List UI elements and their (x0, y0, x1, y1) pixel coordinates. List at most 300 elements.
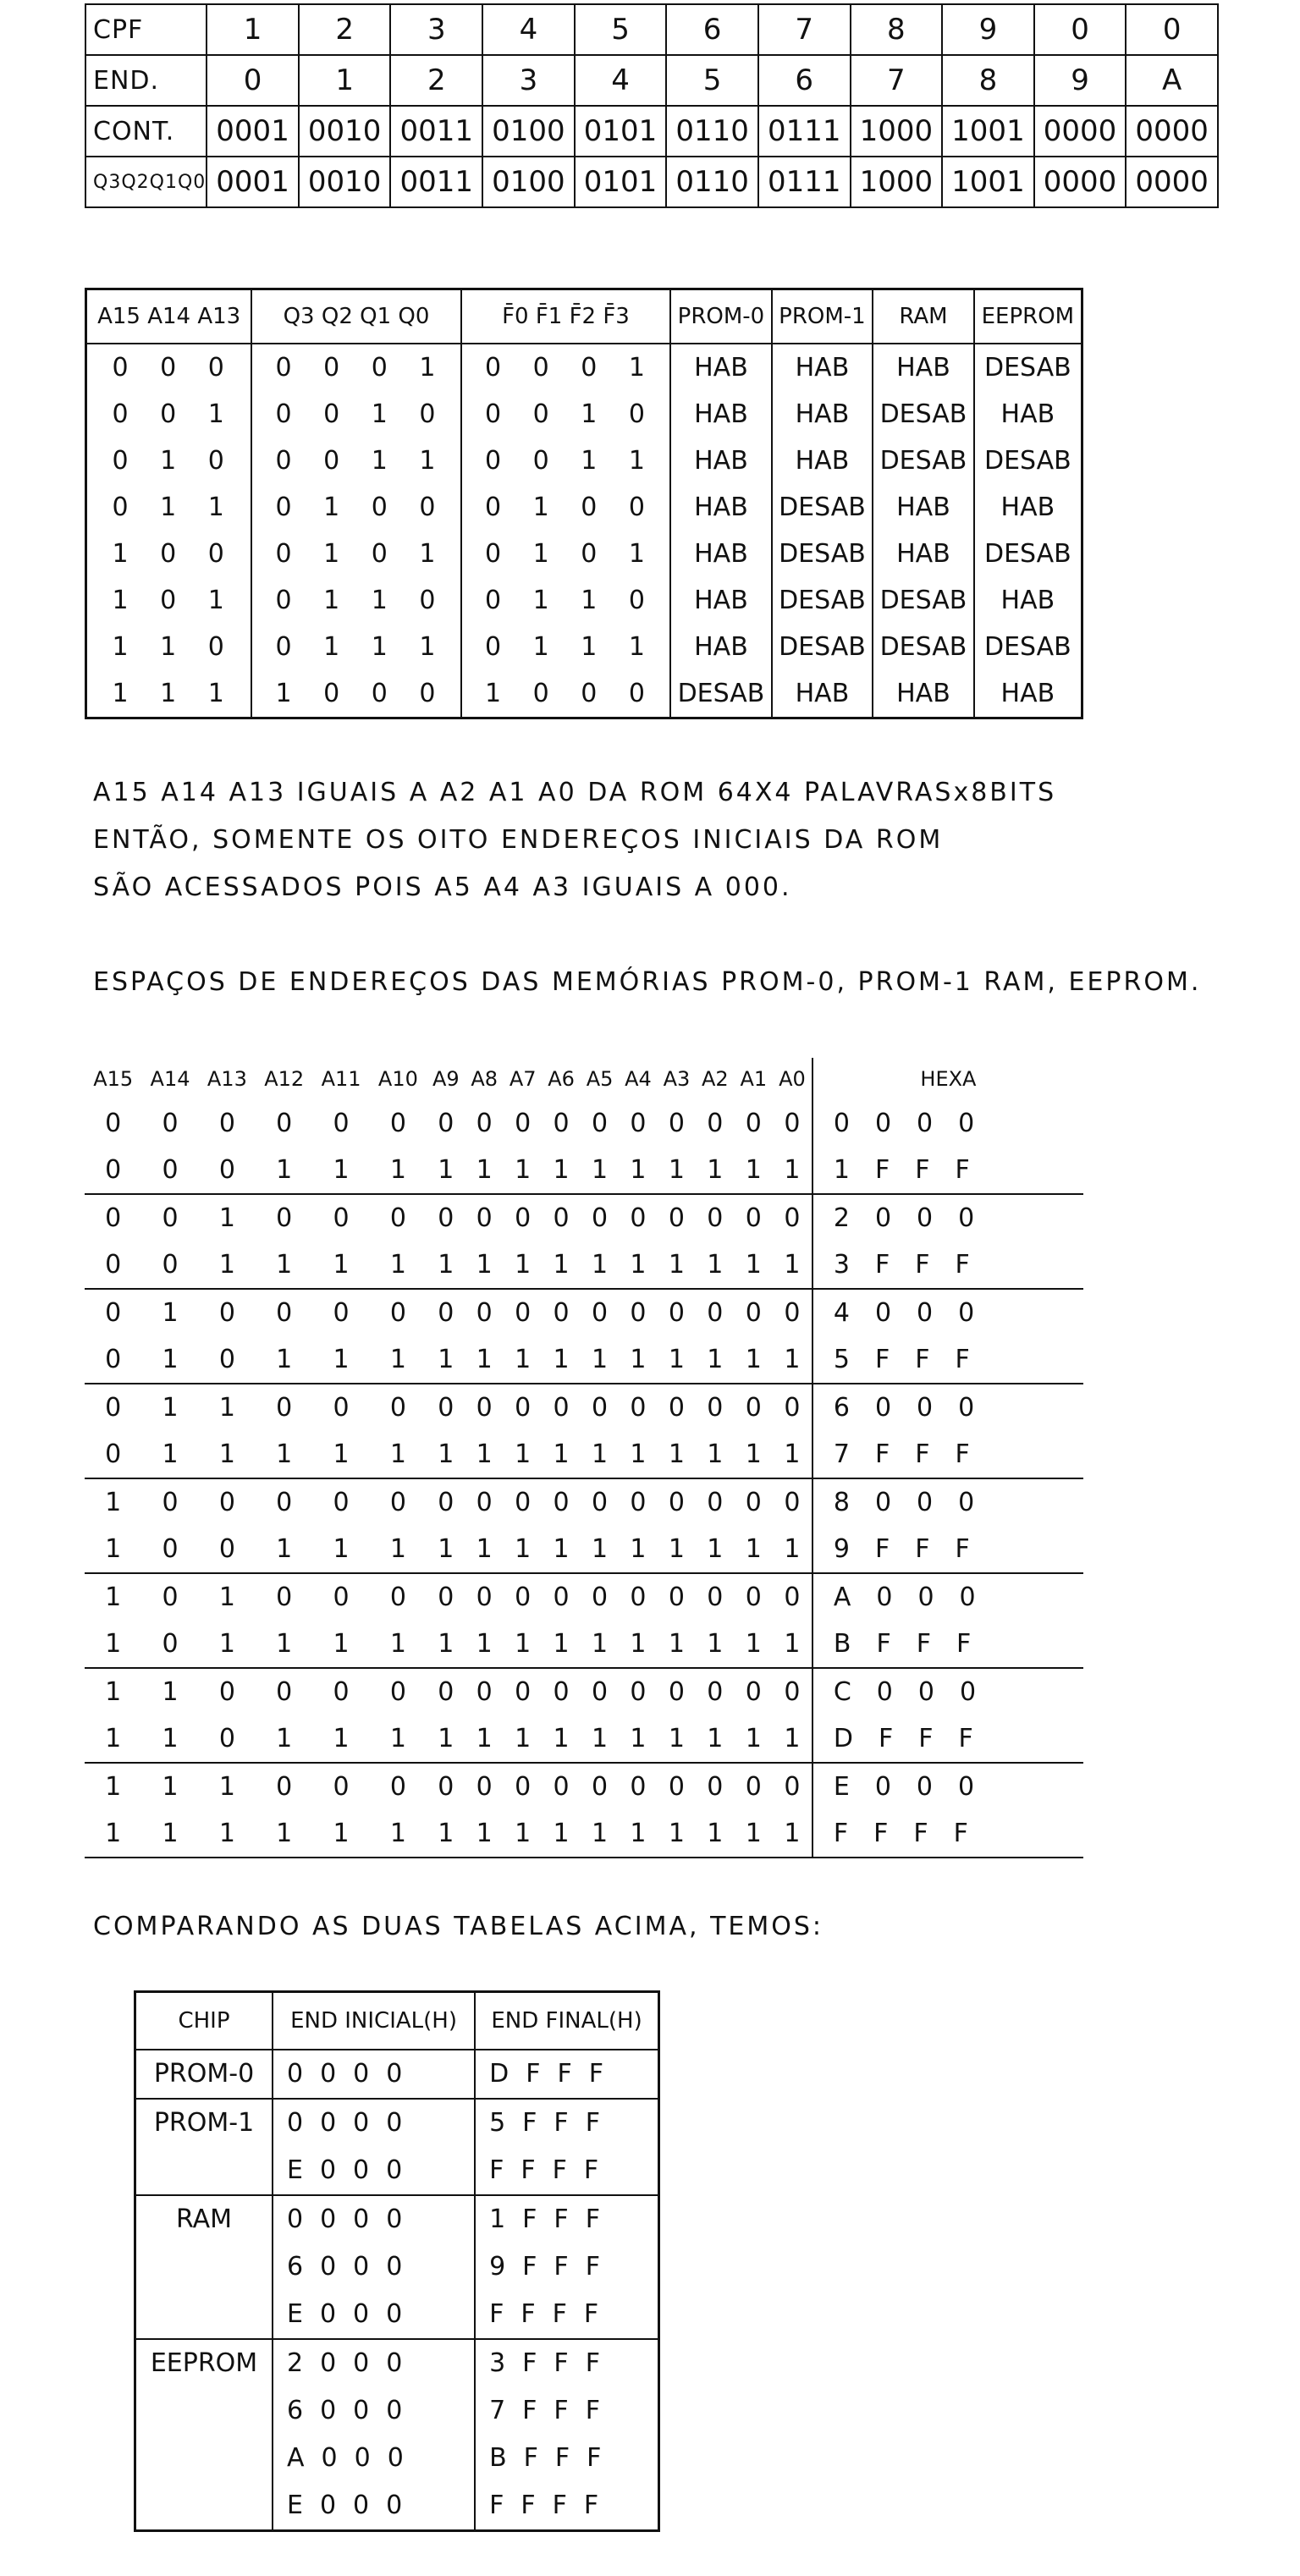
bit-cell: 1 (735, 1241, 773, 1289)
bit-cell: 1 (256, 1147, 312, 1194)
table-row (85, 1289, 1083, 1336)
bit-cell: 1 (542, 1431, 580, 1478)
bit-cell: 1 (427, 1431, 465, 1478)
bit-cell: 0 (591, 1203, 609, 1233)
explanation-line-2: ENTÃO, SOMENTE OS OITO ENDEREÇOS INICIAIS DA ROM (93, 825, 944, 855)
address-value: A000 (287, 2443, 421, 2473)
bit-cell: 1 (658, 1715, 696, 1763)
cell: HAB (670, 624, 772, 670)
bit-cell: 0 (553, 1109, 570, 1138)
bit-cell: 1 (619, 1715, 657, 1763)
bit-cell: 0 (591, 1298, 609, 1328)
bit-cell: 1 (504, 1241, 542, 1289)
bit-cell: 0 (199, 1147, 256, 1194)
cell: 1 (207, 4, 299, 55)
hex-cell: 9FFF (812, 1526, 1083, 1573)
column-header: A1 (740, 1067, 768, 1091)
table-row (85, 1241, 1083, 1289)
address-value: 6000 (287, 2252, 420, 2282)
cell: HAB (974, 391, 1082, 438)
bit-cell: 0 (105, 1393, 122, 1423)
comparison-heading: COMPARANDO AS DUAS TABELAS ACIMA, TEMOS: (93, 1912, 824, 1941)
address-value: 7FFF (489, 2396, 617, 2425)
address-value: 0000 (287, 2108, 420, 2138)
bit-cell: 0 (707, 1677, 724, 1707)
table-row (86, 577, 1082, 624)
cell: A (1126, 55, 1218, 106)
cell: HAB (974, 484, 1082, 531)
bit-cell: 1 (773, 1431, 812, 1478)
cell: 0111 (758, 106, 851, 157)
bit-cell: 1 (504, 1431, 542, 1478)
cell: 0 0 1 0 (461, 391, 670, 438)
bit-cell: 0 (591, 1772, 609, 1802)
bit-cell: 0 (668, 1582, 685, 1612)
cell: 0001 (207, 157, 299, 207)
bit-cell: 0 (745, 1772, 762, 1802)
bit-cell: 1 (696, 1810, 734, 1858)
cell: 0 1 1 (86, 484, 252, 531)
chip-name: PROM-0 (135, 2050, 273, 2099)
bit-cell: 0 (162, 1488, 179, 1517)
bit-cell: 1 (658, 1147, 696, 1194)
column-header: A11 (321, 1067, 361, 1091)
bit-cell: 0 (476, 1298, 493, 1328)
bit-cell: 1 (658, 1241, 696, 1289)
bit-cell: 1 (619, 1526, 657, 1573)
bit-cell: 1 (735, 1431, 773, 1478)
bit-cell: 0 (389, 1393, 406, 1423)
bit-cell: 0 (85, 1431, 141, 1478)
cell: 0 0 0 1 (461, 344, 670, 391)
bit-cell: 0 (85, 1336, 141, 1384)
table-row (85, 106, 1218, 157)
bit-cell: 0 (141, 1147, 198, 1194)
column-header: A9 (432, 1067, 460, 1091)
chip-name: PROM-1 (135, 2099, 273, 2195)
cell: 1001 (942, 157, 1034, 207)
table-row (85, 1810, 1083, 1858)
bit-cell: 0 (333, 1772, 350, 1802)
end-address-cell (475, 2050, 658, 2099)
address-value: 9FFF (489, 2252, 617, 2282)
cell: 0000 (1126, 106, 1218, 157)
column-header: END INICIAL(H) (273, 1992, 475, 2050)
cell: DESAB (772, 531, 873, 577)
address-value: 6000 (287, 2396, 420, 2425)
bit-cell: 1 (542, 1526, 580, 1573)
hex-cell: A000 (812, 1573, 1083, 1621)
bit-cell: 1 (312, 1241, 369, 1289)
column-header: A4 (625, 1067, 652, 1091)
bit-cell: 0 (105, 1203, 122, 1233)
bit-cell: 1 (370, 1715, 427, 1763)
bit-cell: 0 (553, 1582, 570, 1612)
bit-cell: 1 (619, 1810, 657, 1858)
table-row (85, 1100, 1083, 1147)
cell: DESAB (772, 577, 873, 624)
cell: HAB (873, 344, 974, 391)
bit-cell: 1 (105, 1677, 122, 1707)
bit-cell: 1 (504, 1810, 542, 1858)
column-header: A3 (663, 1067, 691, 1091)
bit-cell: 0 (668, 1677, 685, 1707)
bit-cell: 0 (333, 1582, 350, 1612)
bit-cell: 1 (199, 1621, 256, 1668)
hex-cell: 5FFF (812, 1336, 1083, 1384)
bit-cell: 0 (389, 1488, 406, 1517)
bit-cell: 0 (784, 1677, 801, 1707)
bit-cell: 0 (333, 1109, 350, 1138)
bit-cell: 1 (504, 1336, 542, 1384)
bit-cell: 1 (105, 1582, 122, 1612)
bit-cell: 0 (476, 1772, 493, 1802)
bit-cell: 1 (504, 1147, 542, 1194)
bit-cell: 0 (85, 1241, 141, 1289)
bit-cell: 1 (465, 1810, 504, 1858)
bit-cell: 1 (218, 1393, 235, 1423)
address-value: 2000 (287, 2348, 420, 2378)
table-row (85, 1763, 1083, 1810)
cell: 1 1 0 (86, 624, 252, 670)
bit-cell: 1 (696, 1241, 734, 1289)
bit-cell: 1 (581, 1715, 619, 1763)
bit-cell: 1 (199, 1241, 256, 1289)
cell: 4 (482, 4, 575, 55)
column-header: A15 A14 A13 (86, 289, 252, 344)
table-row (85, 1715, 1083, 1763)
bit-cell: 1 (465, 1526, 504, 1573)
hex-cell: 0000 (812, 1100, 1083, 1147)
cell: HAB (670, 344, 772, 391)
bit-cell: 1 (465, 1715, 504, 1763)
bit-cell: 1 (696, 1526, 734, 1573)
bit-cell: 0 (389, 1298, 406, 1328)
bit-cell: 0 (515, 1298, 532, 1328)
table-header-row (86, 289, 1082, 344)
hex-cell: 8000 (812, 1478, 1083, 1526)
table-row (86, 624, 1082, 670)
address-value: E000 (287, 2155, 420, 2185)
bit-cell: 1 (581, 1621, 619, 1668)
cell: 0100 (482, 106, 575, 157)
cell: DESAB (974, 344, 1082, 391)
bit-cell: 1 (370, 1621, 427, 1668)
bit-cell: 1 (312, 1336, 369, 1384)
bit-cell: 1 (370, 1336, 427, 1384)
cell: 0 1 0 0 (251, 484, 460, 531)
bit-cell: 1 (465, 1621, 504, 1668)
column-header: A0 (779, 1067, 806, 1091)
cell: 0 (207, 55, 299, 106)
cell: HAB (873, 531, 974, 577)
bit-cell: 1 (581, 1336, 619, 1384)
cell: 5 (575, 4, 667, 55)
bit-cell: 0 (784, 1582, 801, 1612)
bit-cell: 0 (276, 1677, 293, 1707)
bit-cell: 1 (735, 1810, 773, 1858)
bit-cell: 0 (333, 1203, 350, 1233)
bit-cell: 0 (784, 1109, 801, 1138)
bit-cell: 0 (141, 1621, 198, 1668)
bit-cell: 0 (218, 1488, 235, 1517)
bit-cell: 1 (619, 1241, 657, 1289)
bit-cell: 0 (630, 1582, 647, 1612)
bit-cell: 1 (85, 1715, 141, 1763)
cell: 0110 (666, 157, 758, 207)
cell: 5 (666, 55, 758, 106)
start-address-cell (273, 2099, 475, 2195)
bit-cell: 0 (389, 1109, 406, 1138)
bit-cell: 1 (735, 1526, 773, 1573)
bit-cell: 1 (581, 1431, 619, 1478)
bit-cell: 1 (542, 1241, 580, 1289)
bit-cell: 0 (553, 1772, 570, 1802)
bit-cell: 0 (784, 1393, 801, 1423)
bit-cell: 0 (668, 1393, 685, 1423)
bit-cell: 0 (276, 1488, 293, 1517)
bit-cell: 1 (619, 1431, 657, 1478)
bit-cell: 1 (658, 1431, 696, 1478)
bit-cell: 1 (256, 1431, 312, 1478)
bit-cell: 1 (370, 1526, 427, 1573)
column-header: PROM-0 (670, 289, 772, 344)
bit-cell: 1 (141, 1810, 198, 1858)
bit-cell: 1 (105, 1772, 122, 1802)
hex-cell: FFFF (812, 1810, 1083, 1858)
cell: 1 1 1 (86, 670, 252, 718)
bit-cell: 0 (389, 1582, 406, 1612)
cell: 0 1 0 1 (251, 531, 460, 577)
cell: 0 1 1 1 (251, 624, 460, 670)
start-address-cell (273, 2339, 475, 2531)
address-value: 5FFF (489, 2108, 617, 2138)
hex-cell: BFFF (812, 1621, 1083, 1668)
bit-cell: 0 (784, 1203, 801, 1233)
bit-cell: 0 (630, 1677, 647, 1707)
bit-cell: 1 (312, 1810, 369, 1858)
bit-cell: 1 (427, 1241, 465, 1289)
cell: 7 (851, 55, 943, 106)
section-heading-address-spaces: ESPAÇOS DE ENDEREÇOS DAS MEMÓRIAS PROM-0, PROM-1 RAM, EEPROM. (93, 967, 1202, 997)
cell: 6 (666, 4, 758, 55)
cell: 0 0 0 1 (251, 344, 460, 391)
bit-cell: 1 (773, 1810, 812, 1858)
bit-cell: 0 (630, 1488, 647, 1517)
bit-cell: 1 (256, 1810, 312, 1858)
explanation-line-3: SÃO ACESSADOS POIS A5 A4 A3 IGUAIS A 000. (93, 872, 792, 902)
bit-cell: 0 (515, 1488, 532, 1517)
cell: 0 1 0 1 (461, 531, 670, 577)
start-address-cell (273, 2050, 475, 2099)
row-header: CONT. (85, 106, 207, 157)
bit-cell: 0 (276, 1298, 293, 1328)
bit-cell: 0 (553, 1298, 570, 1328)
bit-cell: 0 (668, 1203, 685, 1233)
cell: 0000 (1126, 157, 1218, 207)
bit-cell: 0 (668, 1772, 685, 1802)
address-value: FFFF (489, 2299, 616, 2329)
cell: 1000 (851, 106, 943, 157)
address-value: DFFF (489, 2059, 620, 2089)
address-value: FFFF (489, 2155, 616, 2185)
bit-cell: 1 (427, 1810, 465, 1858)
bit-cell: 1 (85, 1526, 141, 1573)
bit-cell: 0 (707, 1298, 724, 1328)
cell: 1 0 0 0 (251, 670, 460, 718)
table-row (86, 344, 1082, 391)
bit-cell: 0 (515, 1203, 532, 1233)
cell: 3 (390, 4, 482, 55)
bit-cell: 1 (619, 1336, 657, 1384)
bit-cell: 0 (553, 1393, 570, 1423)
address-value: 0000 (287, 2059, 420, 2089)
cell: DESAB (772, 624, 873, 670)
cell: DESAB (873, 391, 974, 438)
bit-cell: 0 (438, 1203, 454, 1233)
bit-cell: 0 (707, 1488, 724, 1517)
cell: 0 0 0 (86, 344, 252, 391)
bit-cell: 0 (333, 1393, 350, 1423)
bit-cell: 1 (735, 1621, 773, 1668)
bit-cell: 0 (745, 1488, 762, 1517)
table-row (86, 531, 1082, 577)
bit-cell: 1 (773, 1147, 812, 1194)
bit-cell: 0 (476, 1582, 493, 1612)
start-address-cell (273, 2195, 475, 2339)
bit-cell: 0 (515, 1677, 532, 1707)
bit-cell: 0 (162, 1582, 179, 1612)
table-header-row (135, 1992, 659, 2050)
bit-cell: 1 (696, 1431, 734, 1478)
hex-cell: 6000 (812, 1384, 1083, 1431)
bit-cell: 0 (389, 1772, 406, 1802)
bit-cell: 0 (784, 1298, 801, 1328)
bit-cell: 0 (707, 1109, 724, 1138)
bit-cell: 0 (438, 1772, 454, 1802)
column-header: RAM (873, 289, 974, 344)
cell: DESAB (670, 670, 772, 718)
bit-cell: 0 (438, 1393, 454, 1423)
bit-cell: 1 (312, 1431, 369, 1478)
table-row (86, 484, 1082, 531)
bit-cell: 0 (630, 1109, 647, 1138)
bit-cell: 0 (389, 1203, 406, 1233)
bit-cell: 1 (504, 1621, 542, 1668)
hex-cell: 7FFF (812, 1431, 1083, 1478)
cell: HAB (670, 438, 772, 484)
bit-cell: 0 (276, 1393, 293, 1423)
hex-cell: DFFF (812, 1715, 1083, 1763)
table-row (135, 2339, 659, 2531)
bit-cell: 0 (199, 1526, 256, 1573)
cell: DESAB (873, 577, 974, 624)
bit-cell: 0 (591, 1488, 609, 1517)
column-header: A2 (702, 1067, 729, 1091)
cell: DESAB (974, 624, 1082, 670)
bit-cell: 1 (370, 1810, 427, 1858)
bit-cell: 0 (707, 1772, 724, 1802)
bit-cell: 0 (630, 1203, 647, 1233)
bit-cell: 1 (312, 1526, 369, 1573)
bit-cell: 0 (438, 1677, 454, 1707)
cell: 0 0 1 1 (251, 438, 460, 484)
bit-cell: 1 (427, 1715, 465, 1763)
hex-cell: 2000 (812, 1194, 1083, 1241)
bit-cell: 0 (476, 1109, 493, 1138)
table-row (135, 2050, 659, 2099)
enable-table (85, 288, 1083, 719)
table-row (86, 438, 1082, 484)
bit-cell: 0 (707, 1393, 724, 1423)
bit-cell: 0 (438, 1298, 454, 1328)
cell: 0010 (299, 157, 391, 207)
hex-column-header: HEXA (812, 1058, 1083, 1100)
counter-table (85, 3, 1219, 208)
cell: 3 (482, 55, 575, 106)
bit-cell: 1 (465, 1147, 504, 1194)
cell: HAB (772, 670, 873, 718)
table-row (85, 4, 1218, 55)
cell: HAB (873, 670, 974, 718)
bit-cell: 0 (105, 1298, 122, 1328)
bit-cell: 1 (199, 1810, 256, 1858)
column-header: A13 (207, 1067, 247, 1091)
cell: 1001 (942, 106, 1034, 157)
cell: HAB (772, 391, 873, 438)
bit-cell: 1 (218, 1582, 235, 1612)
cell: HAB (873, 484, 974, 531)
bit-cell: 1 (581, 1241, 619, 1289)
table-row (86, 391, 1082, 438)
bit-cell: 0 (515, 1582, 532, 1612)
cell: 0000 (1034, 106, 1126, 157)
bit-cell: 0 (438, 1582, 454, 1612)
bit-cell: 1 (141, 1715, 198, 1763)
bit-cell: 0 (438, 1488, 454, 1517)
bit-cell: 1 (658, 1526, 696, 1573)
column-header: A5 (586, 1067, 614, 1091)
column-header: CHIP (135, 1992, 273, 2050)
cell: 8 (942, 55, 1034, 106)
bit-cell: 1 (465, 1431, 504, 1478)
bit-cell: 0 (745, 1298, 762, 1328)
bit-cell: 0 (591, 1393, 609, 1423)
cell: 0111 (758, 157, 851, 207)
cell: 2 (299, 4, 391, 55)
cell: DESAB (974, 531, 1082, 577)
cell: 0 1 0 0 (461, 484, 670, 531)
cell: 0011 (390, 157, 482, 207)
bit-cell: 0 (515, 1393, 532, 1423)
table-row (85, 1147, 1083, 1194)
table-row (135, 2099, 659, 2195)
bit-cell: 0 (553, 1203, 570, 1233)
bit-cell: 1 (256, 1715, 312, 1763)
bit-cell: 0 (591, 1677, 609, 1707)
cell: DESAB (772, 484, 873, 531)
bit-cell: 0 (668, 1298, 685, 1328)
bit-cell: 1 (696, 1621, 734, 1668)
address-value: 1FFF (489, 2204, 617, 2234)
bit-cell: 0 (784, 1772, 801, 1802)
address-value: FFFF (489, 2491, 616, 2520)
cell: 2 (390, 55, 482, 106)
bit-cell: 0 (745, 1393, 762, 1423)
bit-cell: 1 (370, 1431, 427, 1478)
cell: 0 (1126, 4, 1218, 55)
table-row (85, 1668, 1083, 1715)
